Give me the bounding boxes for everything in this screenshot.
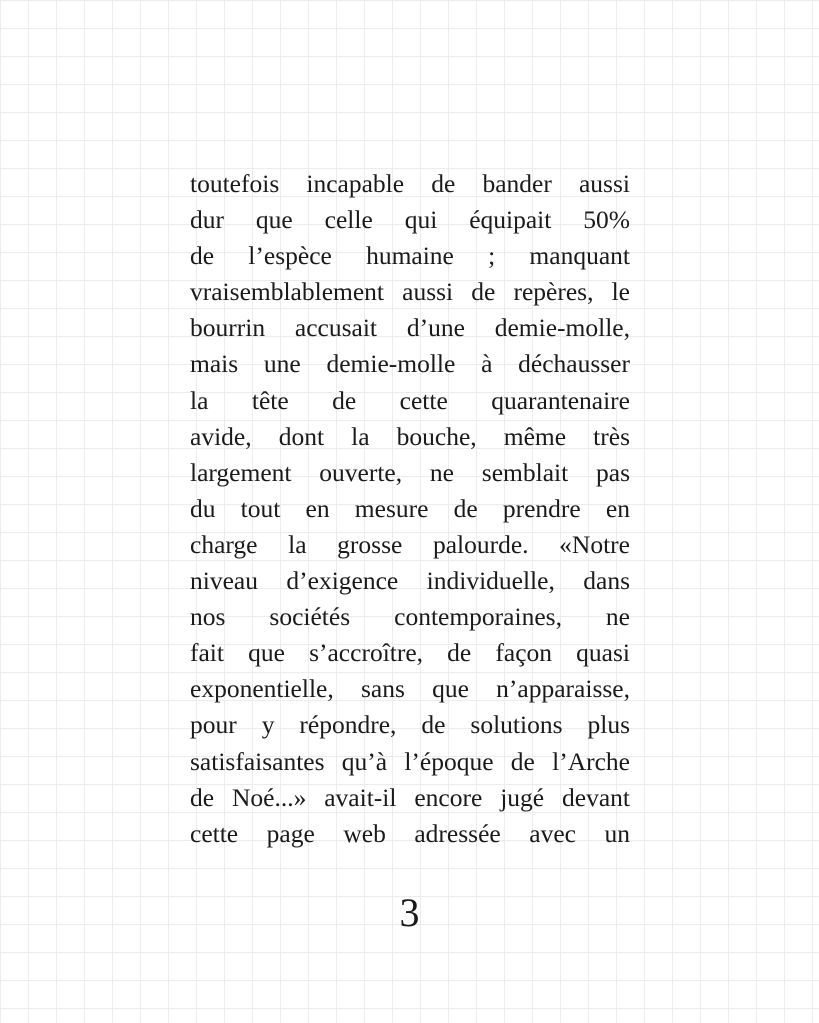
text-line: de Noé...» avait-il encore jugé devant: [190, 782, 630, 812]
text-line: cette page web adressée avec un: [190, 818, 630, 848]
text-line: la tête de cette quarantenaire: [190, 385, 630, 415]
text-line: charge la grosse palourde. «Notre: [190, 529, 630, 559]
text-line: largement ouverte, ne semblait pas: [190, 457, 630, 487]
text-line: bourrin accusait d’une demie-molle,: [190, 313, 630, 343]
text-line: avide, dont la bouche, même très: [190, 421, 630, 451]
text-line: de l’espèce humaine ; manquant: [190, 241, 630, 271]
text-line: du tout en mesure de prendre en: [190, 493, 630, 523]
text-line: satisfaisantes qu’à l’époque de l’Arche: [190, 746, 630, 776]
text-line: pour y répondre, de solutions plus: [190, 710, 630, 740]
body-text: [190, 166, 630, 852]
text-line: niveau d’exigence individuelle, dans: [190, 566, 630, 596]
text-line: vraisemblablement aussi de repères, le: [190, 277, 630, 307]
text-line: mais une demie-molle à déchausser: [190, 349, 630, 379]
text-line: nos sociétés contemporaines, ne: [190, 602, 630, 632]
text-line: fait que s’accroître, de façon quasi: [190, 638, 630, 668]
page-number: 3: [399, 890, 420, 935]
text-line: dur que celle qui équipait 50%: [190, 205, 630, 235]
text-line: exponentielle, sans que n’apparaisse,: [190, 674, 630, 704]
text-line: toutefois incapable de bander aussi: [190, 169, 630, 198]
